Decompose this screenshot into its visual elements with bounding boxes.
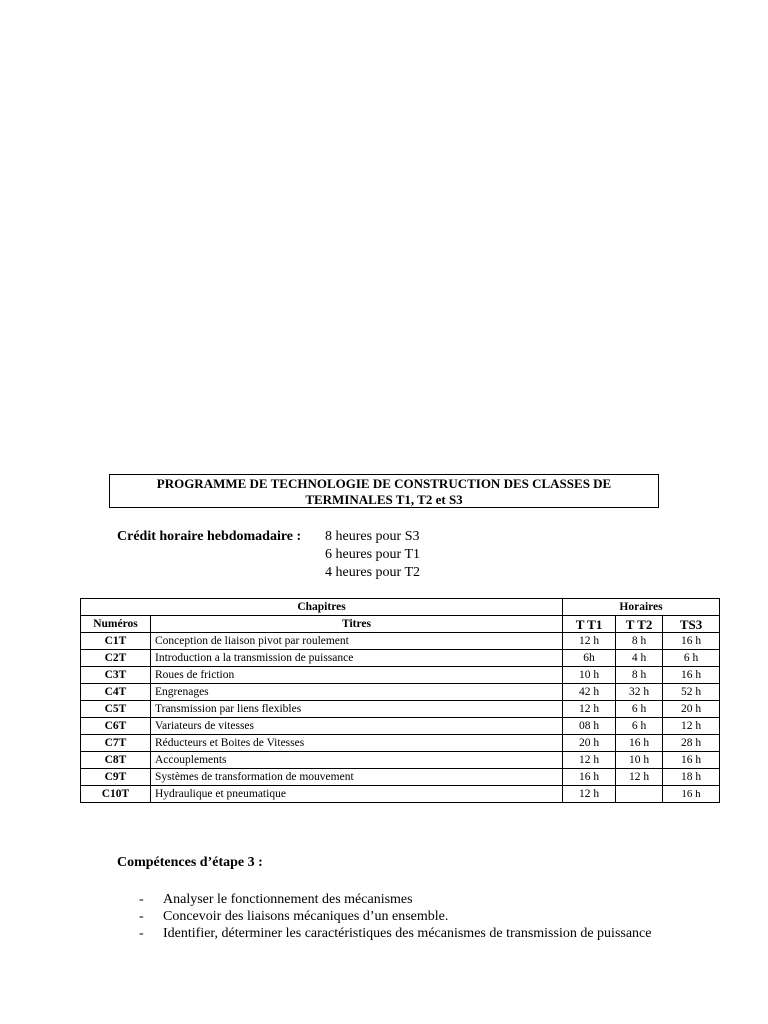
row-titre: Engrenages (151, 684, 563, 701)
row-tt1: 12 h (563, 786, 616, 803)
table-column-header (81, 616, 720, 633)
row-tt1: 20 h (563, 735, 616, 752)
row-titre: Variateurs de vitesses (151, 718, 563, 735)
row-ts3: 20 h (663, 701, 720, 718)
row-ts3: 6 h (663, 650, 720, 667)
list-item: - Concevoir des liaisons mécaniques d’un ensemble. (139, 909, 449, 924)
row-num: C10T (81, 786, 151, 803)
row-ts3: 52 h (663, 684, 720, 701)
row-num: C9T (81, 769, 151, 786)
row-num: C7T (81, 735, 151, 752)
row-titre: Introduction a la transmission de puissance (151, 650, 563, 667)
competences-list (137, 891, 657, 942)
row-ts3: 16 h (663, 752, 720, 769)
row-tt1: 12 h (563, 633, 616, 650)
program-title-line1: PROGRAMME DE TECHNOLOGIE DE CONSTRUCTION DES CLASSES DE (156, 476, 612, 491)
program-table (80, 598, 720, 803)
col-ts3: TS3 (663, 616, 720, 633)
table-group-header (81, 599, 720, 616)
row-tt1: 08 h (563, 718, 616, 735)
credit-label: Crédit horaire hebdomadaire : (117, 529, 302, 544)
row-ts3: 28 h (663, 735, 720, 752)
competence-text: Concevoir des liaisons mécaniques d’un ensemble. (163, 909, 449, 924)
row-tt2: 8 h (616, 633, 663, 650)
row-tt1: 10 h (563, 667, 616, 684)
header-horaires: Horaires (563, 599, 720, 616)
row-num: C5T (81, 701, 151, 718)
table-row (81, 684, 720, 701)
row-tt1: 12 h (563, 701, 616, 718)
table-row (81, 718, 720, 735)
program-title-line2: TERMINALES T1, T2 et S3 (305, 492, 463, 507)
row-ts3: 12 h (663, 718, 720, 735)
header-chapitres: Chapitres (81, 599, 563, 616)
list-item: - Identifier, déterminer les caractéristiques des mécanismes de transmission de puissance (139, 926, 652, 941)
program-title-box (109, 474, 659, 508)
row-tt2: 10 h (616, 752, 663, 769)
row-tt1: 12 h (563, 752, 616, 769)
table-row (81, 633, 720, 650)
credit-line-t2: 4 heures pour T2 (325, 565, 420, 580)
row-tt2: 6 h (616, 718, 663, 735)
row-titre: Réducteurs et Boites de Vitesses (151, 735, 563, 752)
row-tt1: 16 h (563, 769, 616, 786)
row-tt2: 8 h (616, 667, 663, 684)
row-tt1: 6h (563, 650, 616, 667)
row-num: C6T (81, 718, 151, 735)
credit-line-t1: 6 heures pour T1 (325, 547, 420, 562)
row-tt2: 6 h (616, 701, 663, 718)
table-row (81, 769, 720, 786)
competence-text: Identifier, déterminer les caractéristiques des mécanismes de transmission de puissance (163, 926, 652, 941)
competences-title: Compétences d’étape 3 : (117, 855, 263, 870)
competence-text: Analyser le fonctionnement des mécanismes (163, 892, 413, 907)
row-tt2: 4 h (616, 650, 663, 667)
table-row (81, 667, 720, 684)
row-titre: Transmission par liens flexibles (151, 701, 563, 718)
row-num: C1T (81, 633, 151, 650)
row-tt1: 42 h (563, 684, 616, 701)
table-row (81, 650, 720, 667)
table-row (81, 701, 720, 718)
row-tt2: 16 h (616, 735, 663, 752)
row-num: C3T (81, 667, 151, 684)
row-ts3: 16 h (663, 667, 720, 684)
row-ts3: 16 h (663, 786, 720, 803)
row-ts3: 18 h (663, 769, 720, 786)
col-tt1: T T1 (563, 616, 616, 633)
table-row (81, 735, 720, 752)
row-num: C8T (81, 752, 151, 769)
list-item: - Analyser le fonctionnement des mécanismes (139, 892, 413, 907)
col-numeros: Numéros (81, 616, 151, 633)
row-titre: Roues de friction (151, 667, 563, 684)
col-titres: Titres (151, 616, 563, 633)
row-num: C2T (81, 650, 151, 667)
row-tt2 (616, 786, 663, 803)
credit-horaire (117, 528, 420, 582)
row-titre: Systèmes de transformation de mouvement (151, 769, 563, 786)
row-tt2: 32 h (616, 684, 663, 701)
row-ts3: 16 h (663, 633, 720, 650)
table-row (81, 752, 720, 769)
col-tt2: T T2 (616, 616, 663, 633)
credit-line-s3: 8 heures pour S3 (325, 529, 420, 544)
table-row (81, 786, 720, 803)
row-titre: Accouplements (151, 752, 563, 769)
row-tt2: 12 h (616, 769, 663, 786)
row-titre: Hydraulique et pneumatique (151, 786, 563, 803)
row-num: C4T (81, 684, 151, 701)
row-titre: Conception de liaison pivot par roulement (151, 633, 563, 650)
